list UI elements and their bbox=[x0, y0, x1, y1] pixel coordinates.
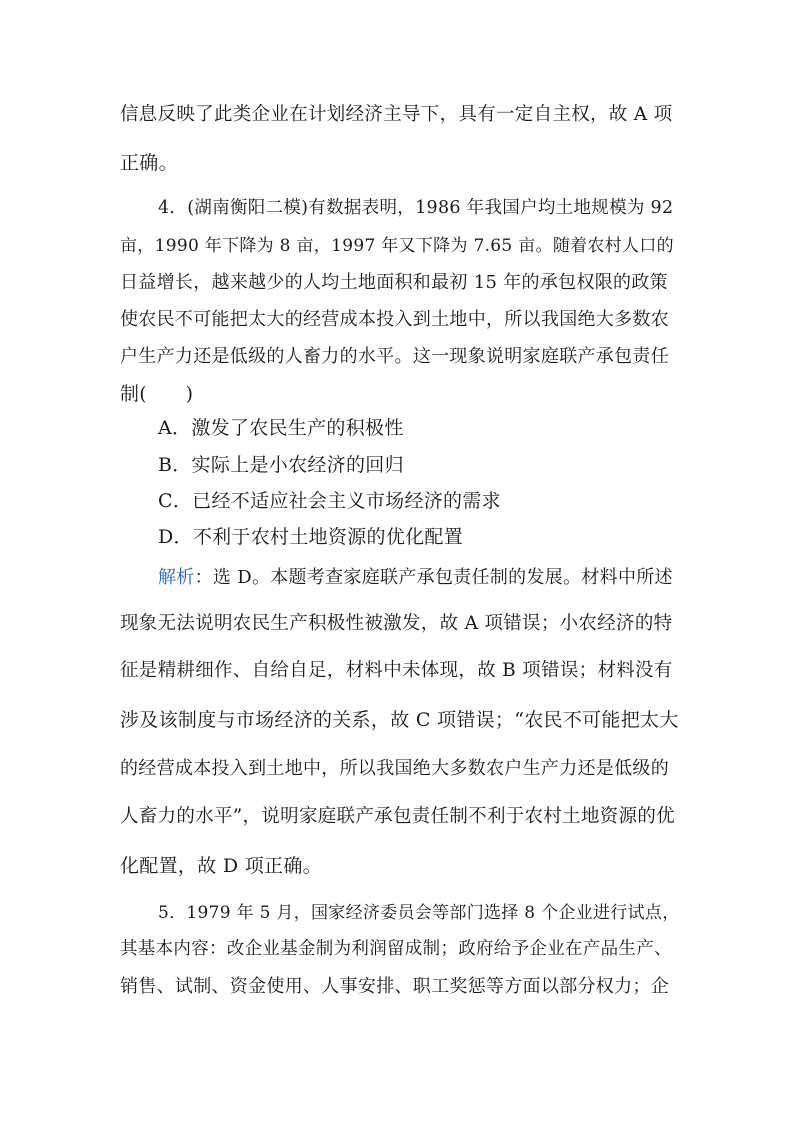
analysis-label: 解析 bbox=[158, 567, 195, 588]
option-b: B．实际上是小农经济的回归 bbox=[158, 454, 404, 476]
analysis-first-line bbox=[158, 563, 680, 589]
question-4-line: 亩，1990 年下降为 8 亩，1997 年又下降为 7.65 亩。随着农村人口的 bbox=[120, 236, 674, 256]
option-a: A．激发了农民生产的积极性 bbox=[158, 417, 404, 439]
option-d: D．不利于农村土地资源的优化配置 bbox=[158, 526, 464, 548]
question-4-line: 户生产力还是低级的人畜力的水平。这一现象说明家庭联产承包责任 bbox=[120, 346, 669, 367]
analysis-line: 征是精耕细作、自给自足，材料中未体现，故 B 项错误；材料没有 bbox=[120, 660, 673, 681]
prev-answer-line: 正确。 bbox=[120, 152, 178, 174]
question-5-line: 5．1979 年 5 月，国家经济委员会等部门选择 8 个企业进行试点， bbox=[158, 903, 680, 923]
option-c: C．已经不适应社会主义市场经济的需求 bbox=[158, 490, 501, 512]
analysis-line: 化配置，故 D 项正确。 bbox=[120, 855, 322, 877]
question-4-line: 制( ) bbox=[120, 383, 194, 405]
analysis-line: 现象无法说明农民生产积极性被激发，故 A 项错误；小农经济的特 bbox=[120, 613, 673, 634]
question-4-line: 4．(湖南衡阳二模)有数据表明，1986 年我国户均土地规模为 92 bbox=[158, 198, 674, 218]
analysis-line: 涉及该制度与市场经济的关系，故 C 项错误；“农民不可能把太大 bbox=[120, 709, 679, 731]
question-5-line: 其基本内容：改企业基金制为利润留成制；政府给予企业在产品生产、 bbox=[120, 939, 672, 959]
question-4-line: 日益增长，越来越少的人均土地面积和最初 15 年的承包权限的政策 bbox=[120, 272, 668, 293]
analysis-line: 人畜力的水平”，说明家庭联产承包责任制不利于农村土地资源的优 bbox=[120, 806, 675, 827]
prev-answer-line: 信息反映了此类企业在计划经济主导下，具有一定自主权，故 A 项 bbox=[120, 104, 673, 125]
question-5-line: 销售、试制、资金使用、人事安排、职工奖惩等方面以部分权力；企 bbox=[120, 976, 669, 997]
analysis-line: 的经营成本投入到土地中，所以我国绝大多数农户生产力还是低级的 bbox=[120, 758, 669, 779]
analysis-text: ：选 D。本题考查家庭联产承包责任制的发展。材料中所述 bbox=[194, 567, 673, 588]
question-4-line: 使农民不可能把太大的经营成本投入到土地中，所以我国绝大多数农 bbox=[120, 309, 669, 330]
